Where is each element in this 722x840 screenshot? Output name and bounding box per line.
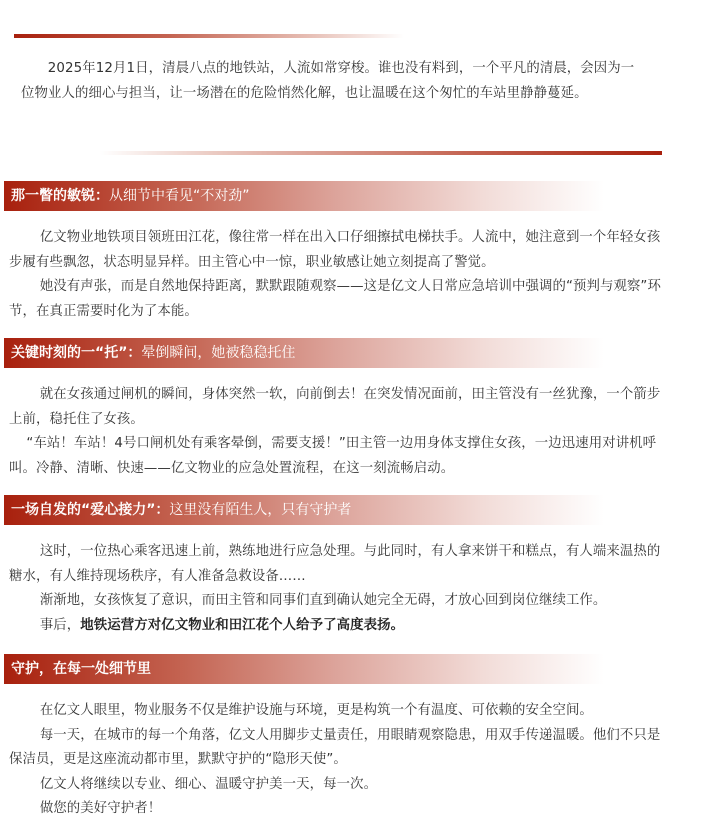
paragraph: 渐渐地，女孩恢复了意识，而田主管和同事们直到确认她完全无碍，才放心回到岗位继续工作。 (39, 593, 607, 608)
section-heading-normal: 从细节中看见“不对劲” (109, 188, 250, 204)
section-body-2 (9, 383, 664, 481)
paragraph: 就在女孩通过闸机的瞬间，身体突然一软，向前倒去！在突发情况面前，田主管没有一丝犹豫，一个箭步上前，稳托住了女孩。 (9, 387, 661, 427)
section-body-4 (9, 699, 664, 822)
paragraph: 每一天，在城市的每一个角落，亿文人用脚步丈量责任，用眼睛观察隐患，用双手传递温暖。他们不只是保洁员，更是这座流动都市里，默默守护的“隐形天使”。 (9, 727, 661, 767)
section-heading-3 (4, 495, 604, 525)
section-heading-normal: 这里没有陌生人，只有守护者 (169, 502, 352, 518)
section-heading-bold: 那一瞥的敏锐： (11, 188, 109, 204)
paragraph: 做您的美好守护者！ (39, 801, 162, 816)
paragraph: “车站！车站！4号口闸机处有乘客晕倒，需要支援！”田主管一边用身体支撑住女孩，一边迅速用对讲机呼叫。冷静、清晰、快速——亿文物业的应急处置流程，在这一刻流畅启动。 (9, 436, 657, 476)
section-heading-bold: 关键时刻的一“托”： (11, 345, 142, 361)
paragraph-emphasis: 地铁运营方对亿文物业和田江花个人给予了高度表扬。 (80, 617, 405, 633)
section-heading-bold: 一场自发的“爱心接力”： (11, 502, 170, 518)
intro-paragraph: 2025年12月1日，清晨八点的地铁站，人流如常穿梭。谁也没有料到，一个平凡的清晨，会因为一位物业人的细心与担当，让一场潜在的危险悄然化解，也让温暖在这个匆忙的车站里静静蔓延。 (21, 61, 635, 101)
paragraph (9, 614, 664, 639)
section-heading-normal: 晕倒瞬间，她被稳稳托住 (141, 345, 296, 361)
paragraph: 亿文物业地铁项目领班田江花，像往常一样在出入口仔细擦拭电梯扶手。人流中，她注意到一个年轻女孩步履有些飘忽，状态明显异样。田主管心中一惊，职业敏感让她立刻提高了警觉。 (9, 230, 661, 270)
paragraph: 她没有声张，而是自然地保持距离，默默跟随观察——这是亿文人日常应急培训中强调的“预判与观察”环节，在真正需要时化为了本能。 (9, 279, 661, 319)
paragraph: 这时，一位热心乘客迅速上前，熟练地进行应急处理。与此同时，有人拿来饼干和糕点，有人端来温热的糖水，有人维持现场秩序，有人准备急救设备…… (9, 544, 661, 584)
section-heading-bold: 守护，在每一处细节里 (11, 661, 151, 677)
section-heading-1 (4, 181, 604, 211)
section-heading-4 (4, 654, 604, 684)
paragraph-prefix: 事后， (39, 617, 81, 633)
decorative-divider-bottom (100, 151, 662, 155)
decorative-divider-top (14, 34, 404, 38)
paragraph: 在亿文人眼里，物业服务不仅是维护设施与环境，更是构筑一个有温度、可依赖的安全空间。 (39, 703, 593, 718)
paragraph: 亿文人将继续以专业、细心、温暖守护美一天，每一次。 (39, 776, 378, 792)
section-heading-2 (4, 338, 604, 368)
section-body-1 (9, 226, 664, 324)
section-body-3 (9, 540, 664, 638)
